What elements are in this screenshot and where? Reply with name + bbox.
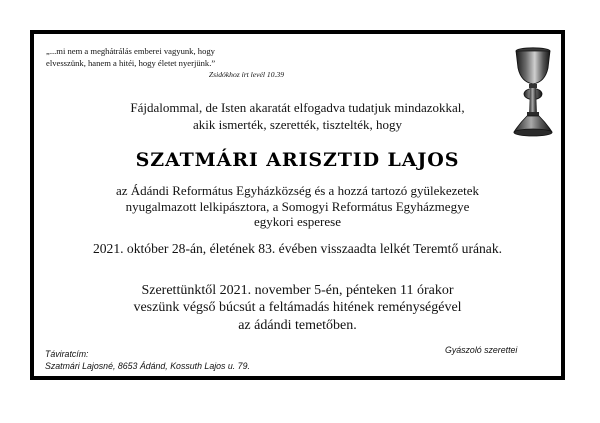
telegram-address-block	[45, 349, 250, 372]
telegram-address: Szatmári Lajosné, 8653 Ádánd, Kossuth Lajos u. 79.	[45, 360, 250, 371]
quote-line: „...mi nem a meghátrálás emberei vagyunk, hogy	[46, 46, 215, 56]
role-description	[34, 183, 561, 230]
intro-line: Fájdalommal, de Isten akaratát elfogadva tudatjuk mindazokkal,	[130, 100, 465, 115]
intro-line: akik ismerték, szerették, tisztelték, hogy	[192, 116, 402, 132]
bible-quote	[46, 46, 306, 79]
death-notice: 2021. október 28-án, életének 83. évében visszaadta lelkét Teremtő urának.	[92, 241, 503, 256]
mourners-signature: Gyászoló szerettei	[445, 345, 518, 355]
quote-source: Zsidókhoz írt levél 10.39	[208, 70, 284, 79]
obituary-card	[30, 30, 565, 380]
funeral-notice	[34, 282, 561, 334]
deceased-name: SZATMÁRI ARISZTID LAJOS	[135, 149, 460, 171]
role-line: nyugalmazott lelkipásztora, a Somogyi Református Egyházmegye	[125, 198, 470, 214]
quote-line: elvesszünk, hanem a hitéi, hogy életet nyerjünk.”	[46, 57, 216, 68]
intro-text	[34, 100, 561, 133]
telegram-label: Táviratcím:	[45, 349, 89, 359]
funeral-line: veszünk végső búcsút a feltámadás hitének reménységével	[133, 300, 462, 316]
role-line: egykori esperese	[254, 214, 341, 229]
funeral-line: az ádándi temetőben.	[238, 317, 357, 333]
role-line: az Ádándi Református Egyházközség és a hozzá tartozó gyülekezetek	[115, 183, 480, 198]
funeral-line: Szerettünktől 2021. november 5-én, pénteken 11 órakor	[141, 283, 454, 298]
